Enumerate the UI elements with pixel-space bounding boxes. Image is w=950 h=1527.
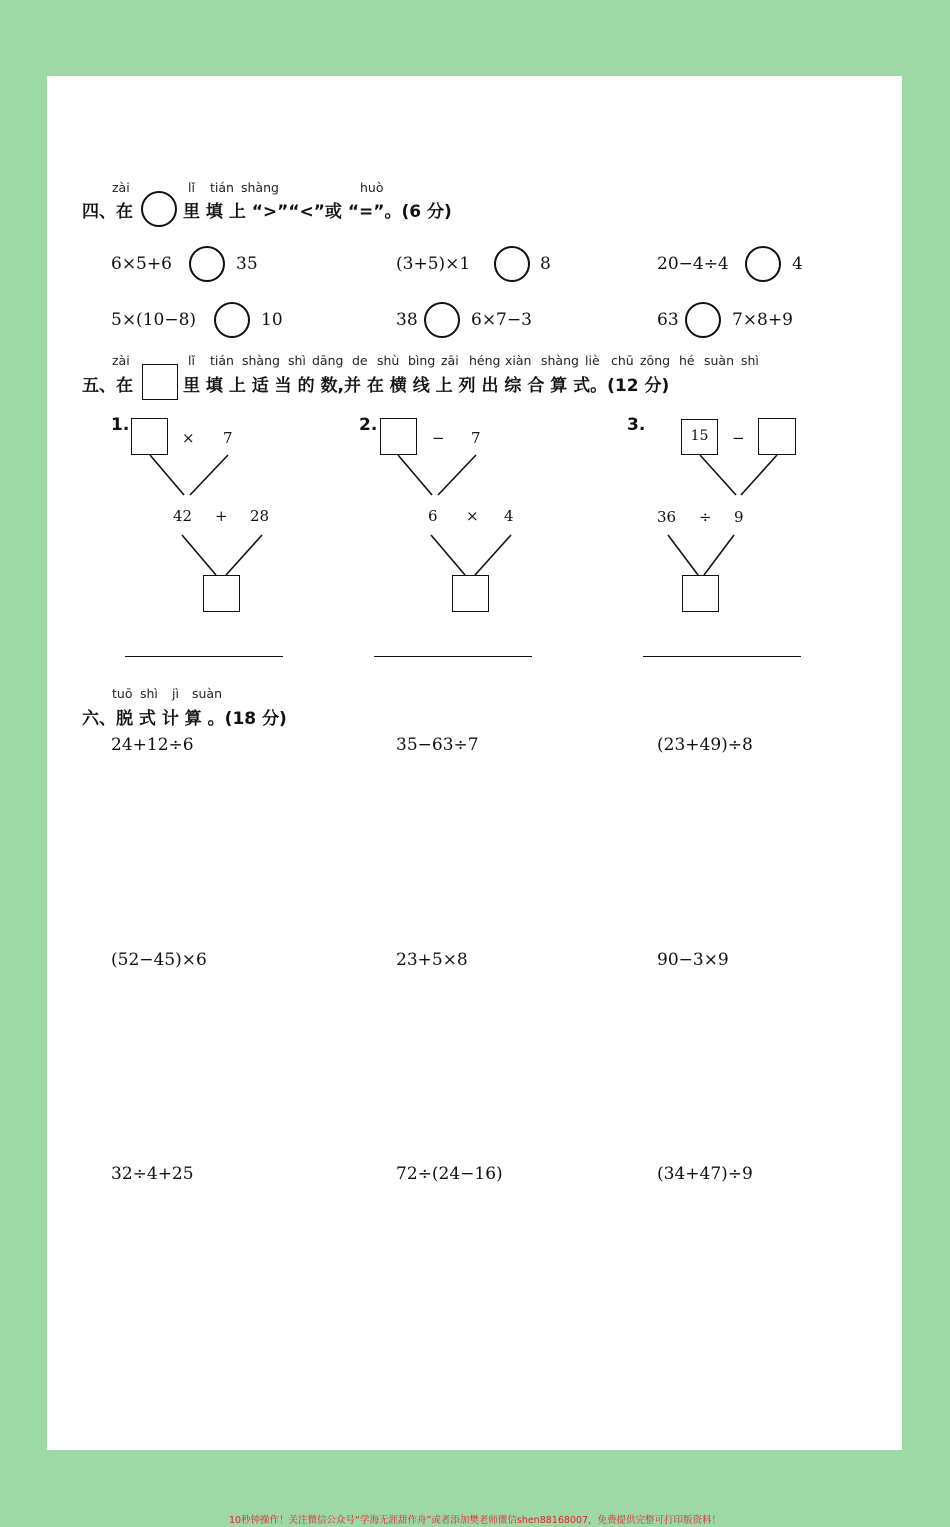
- tree2-top-number: 7: [471, 429, 481, 447]
- tree2-branch-bottom-right: [475, 535, 511, 575]
- pinyin-suan: suàn: [704, 353, 735, 368]
- pinyin-bing: bìng: [408, 353, 436, 368]
- tree2-mid-left: 6: [428, 507, 438, 525]
- pinyin-shi-2: shì: [741, 353, 759, 368]
- pinyin-shang: shàng: [242, 353, 280, 368]
- pinyin-tuo: tuō: [112, 686, 133, 701]
- pinyin-he: hé: [679, 353, 695, 368]
- pinyin-shi: shì: [288, 353, 306, 368]
- pinyin-lie: liè: [585, 353, 600, 368]
- pinyin-tian: tián: [210, 180, 234, 195]
- compare-left-5: 38: [396, 310, 418, 330]
- pinyin-zong: zōng: [640, 353, 671, 368]
- pinyin-ji: jì: [172, 686, 179, 701]
- pinyin-chu: chū: [611, 353, 634, 368]
- tree1-branch-bottom-left: [182, 535, 216, 575]
- pinyin-suan: suàn: [192, 686, 223, 701]
- pinyin-li: lǐ: [188, 180, 195, 195]
- tree3-branch-left: [700, 455, 736, 495]
- compare-right-1: 35: [236, 254, 258, 274]
- tree3-branch-right: [741, 455, 777, 495]
- pinyin-zai-2: zāi: [441, 353, 459, 368]
- calc-problem-5: 23+5×8: [396, 950, 468, 970]
- tree3-mid-right: 9: [734, 508, 744, 526]
- calc-problem-3: (23+49)÷8: [657, 735, 753, 755]
- tree2-mid-right: 4: [504, 507, 514, 525]
- calc-problem-1: 24+12÷6: [111, 735, 194, 755]
- tree3-bottom-box[interactable]: [682, 575, 719, 612]
- section5-heading-start: 五、在: [82, 376, 133, 396]
- pinyin-huo: huò: [360, 180, 384, 195]
- calc-problem-8: 72÷(24−16): [396, 1164, 503, 1184]
- pinyin-shi: shì: [140, 686, 158, 701]
- section5-heading: 里 填 上 适 当 的 数,并 在 横 线 上 列 出 综 合 算 式。(12 分): [183, 376, 670, 396]
- tree1-top-operator: ×: [182, 429, 195, 447]
- tree3-index: 3.: [627, 415, 646, 435]
- tree3-top-box[interactable]: [758, 418, 796, 455]
- calc-problem-9: (34+47)÷9: [657, 1164, 753, 1184]
- section6-heading: 六、脱 式 计 算 。(18 分): [82, 709, 287, 729]
- tree2-top-operator: −: [432, 429, 445, 447]
- tree1-branch-right: [190, 455, 228, 495]
- pinyin-shang: shàng: [241, 180, 279, 195]
- tree3-answer-line[interactable]: [643, 656, 801, 657]
- pinyin-heng: héng: [469, 353, 501, 368]
- compare-left-4: 5×(10−8): [111, 310, 197, 330]
- tree1-answer-line[interactable]: [125, 656, 283, 657]
- tree2-branch-bottom-left: [431, 535, 465, 575]
- pinyin-li: lǐ: [188, 353, 195, 368]
- pinyin-xian: xiàn: [505, 353, 532, 368]
- tree3-top-operator: −: [732, 429, 745, 447]
- compare-right-4: 10: [261, 310, 283, 330]
- compare-left-1: 6×5+6: [111, 254, 172, 274]
- tree2-branch-right: [438, 455, 476, 495]
- tree3-mid-left: 36: [657, 508, 677, 526]
- tree1-branch-left: [150, 455, 184, 495]
- tree2-answer-line[interactable]: [374, 656, 532, 657]
- compare-right-5: 6×7−3: [471, 310, 532, 330]
- tree1-top-box[interactable]: [131, 418, 168, 455]
- pinyin-zai: zài: [112, 180, 130, 195]
- calc-problem-4: (52−45)×6: [111, 950, 207, 970]
- compare-left-3: 20−4÷4: [657, 254, 729, 274]
- pinyin-de: de: [352, 353, 368, 368]
- tree1-mid-right: 28: [250, 507, 270, 525]
- tree1-mid-left: 42: [173, 507, 193, 525]
- tree3-mid-operator: ÷: [699, 508, 712, 526]
- tree2-index: 2.: [359, 415, 378, 435]
- compare-right-2: 8: [540, 254, 551, 274]
- section4-heading-start: 四、在: [82, 202, 133, 222]
- pinyin-tian: tián: [210, 353, 234, 368]
- calc-problem-6: 90−3×9: [657, 950, 729, 970]
- pinyin-shang-2: shàng: [541, 353, 579, 368]
- pinyin-dang: dāng: [312, 353, 344, 368]
- compare-left-6: 63: [657, 310, 679, 330]
- tree2-bottom-box[interactable]: [452, 575, 489, 612]
- tree1-mid-operator: +: [215, 507, 228, 525]
- compare-right-6: 7×8+9: [732, 310, 793, 330]
- tree3-branch-bottom-right: [704, 535, 734, 575]
- tree2-branch-left: [398, 455, 432, 495]
- calc-problem-7: 32÷4+25: [111, 1164, 194, 1184]
- compare-left-2: (3+5)×1: [396, 254, 471, 274]
- tree1-branch-bottom-right: [226, 535, 262, 575]
- footer-notice: 10秒钟操作！关注微信公众号“学海无涯甜作舟”或者添加樊老师微信shen88168007，免费提供完整可打印版资料！: [228, 1515, 722, 1526]
- pinyin-shu: shù: [377, 353, 400, 368]
- section4-heading: 里 填 上 “>”“<”或 “=”。(6 分): [183, 202, 452, 222]
- tree3-branch-bottom-left: [668, 535, 698, 575]
- tree2-mid-operator: ×: [466, 507, 479, 525]
- tree3-top-box-15: 15: [681, 419, 718, 455]
- tree1-bottom-box[interactable]: [203, 575, 240, 612]
- calc-problem-2: 35−63÷7: [396, 735, 479, 755]
- compare-right-3: 4: [792, 254, 803, 274]
- tree1-top-number: 7: [223, 429, 233, 447]
- tree1-index: 1.: [111, 415, 130, 435]
- tree2-top-box[interactable]: [380, 418, 417, 455]
- pinyin-zai: zài: [112, 353, 130, 368]
